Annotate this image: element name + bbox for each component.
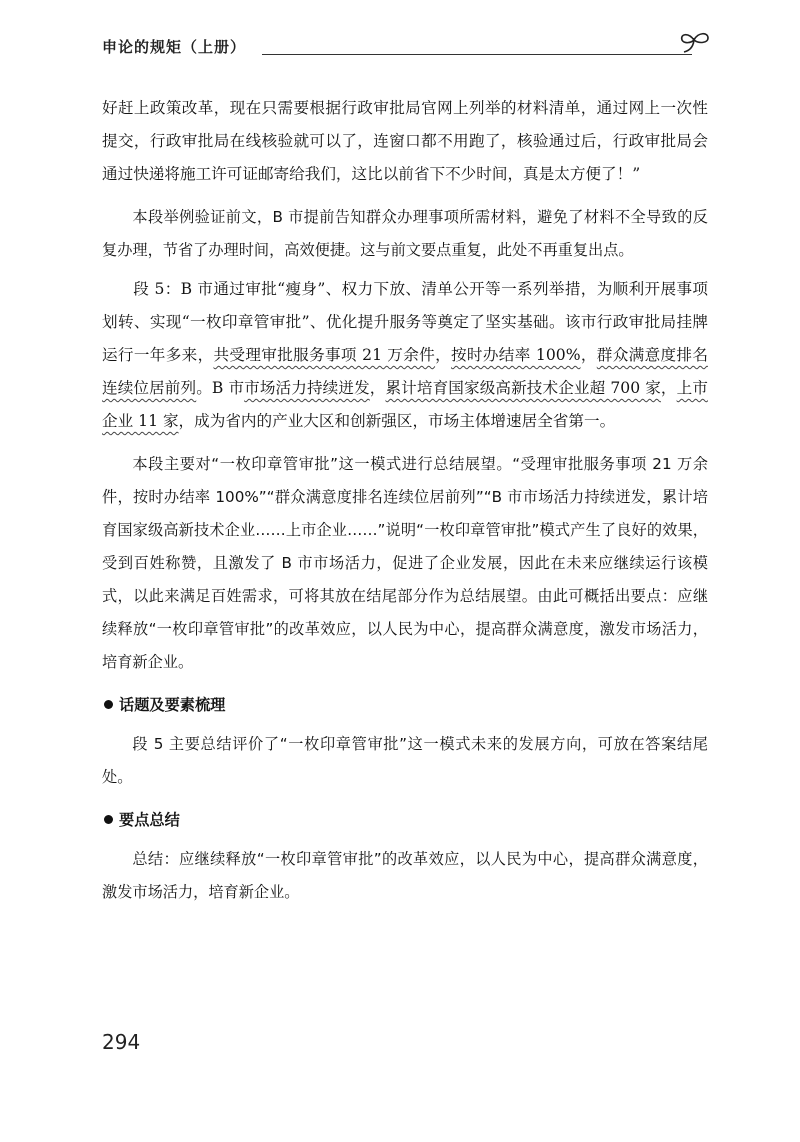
section-heading-topic: [102, 689, 708, 722]
section5-text: ，: [369, 379, 386, 397]
section-heading-text: 话题及要素梳理: [119, 696, 226, 714]
paragraph-quote-continuation: 好赶上政策改革，现在只需要根据行政审批局官网上列举的材料清单，通过网上一次性提交，行政审批局在线核验就可以了，连窗口都不用跑了，核验通过后，行政审批局会通过快递将施工许可证邮寄给我们，这比以前省下不少时间，真是太方便了！”: [102, 99, 708, 183]
section-heading-summary: [102, 804, 708, 837]
header-rule: [262, 54, 692, 55]
highlight-completion-rate: 按时办结率 100%: [451, 346, 581, 364]
section5-text: ，: [660, 379, 677, 397]
bullet-icon: [104, 700, 113, 709]
section-body-summary: 总结：应继续释放“一枚印章管审批”的改革效应，以人民为中心，提高群众满意度，激发市场活力，培育新企业。: [102, 850, 708, 901]
book-title: 申论的规矩（上册）: [102, 38, 247, 56]
section5-text: ，: [580, 346, 597, 364]
running-header: [102, 36, 712, 58]
section5-text: 段 5：B 市通过审批“瘦身”、权力下放、清单公开等一系列举措，为顺利开展事项划转、实现“一枚印章管审批”、优化提升服务等奠定了坚实基础。该市行政审批局挂牌运行一年多来，: [102, 280, 708, 364]
page-body: [102, 92, 708, 909]
highlight-hightech-firms: 累计培育国家级高新技术企业超 700 家: [385, 379, 661, 397]
paragraph-analysis-p5: 本段主要对“一枚印章管审批”这一模式进行总结展望。“受理审批服务事项 21 万余件，按时办结率 100%”“群众满意度排名连续位居前列”“B 市市场活力持续迸发，累计培育国家级高新技术企业……上市企业……”说明“一枚印章管审批”模式产生了良好的效果，受到百姓称赞，且激发了 B 市市场活力，促进了企业发展，因此在未来应继续运行该模式，以此来满足百姓需求，可将其放在结尾部分作为总结展望。由此可概括出要点：应继续释放“一枚印章管审批”的改革效应，以人民为中心，提高群众满意度，激发市场活力，培育新企业。: [102, 455, 708, 671]
highlight-accepted-items: 共受理审批服务事项 21 万余件: [213, 346, 436, 364]
page-number: 294: [102, 1030, 141, 1054]
paragraph-section-5: [102, 273, 708, 438]
section5-text: ，: [435, 346, 451, 364]
highlight-listed-firms: 上市企业 11 家: [102, 379, 708, 430]
sprout-icon: [678, 30, 712, 58]
section5-text: 。B 市: [196, 379, 245, 397]
section-heading-text: 要点总结: [119, 811, 180, 829]
section5-text: ，成为省内的产业大区和创新强区，市场主体增速居全省第一。: [178, 412, 616, 430]
paragraph-analysis-p4: 本段举例验证前文，B 市提前告知群众办理事项所需材料，避免了材料不全导致的反复办理，节省了办理时间，高效便捷。这与前文要点重复，此处不再重复出点。: [102, 208, 708, 259]
bullet-icon: [104, 815, 113, 824]
highlight-market-vitality: 市场活力持续迸发: [244, 379, 370, 397]
highlight-satisfaction: 群众满意度排名连续位居前列: [102, 346, 708, 397]
section-body-topic: 段 5 主要总结评价了“一枚印章管审批”这一模式未来的发展方向，可放在答案结尾处。: [102, 735, 708, 786]
